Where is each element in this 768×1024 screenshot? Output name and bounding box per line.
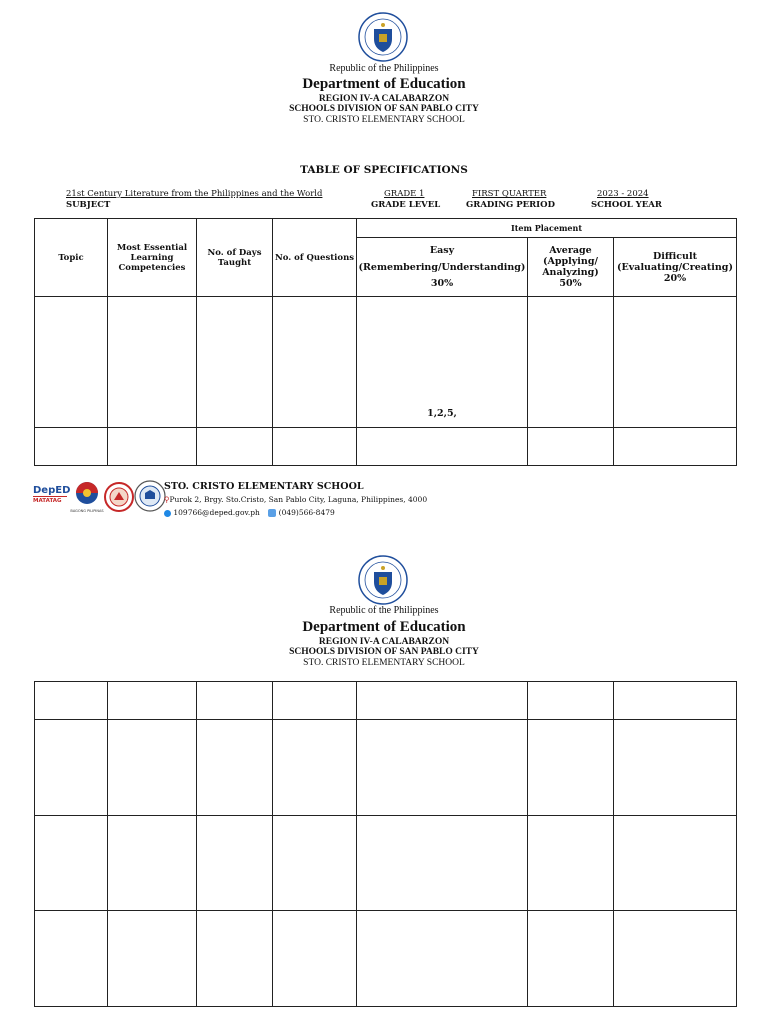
bagong-pilipinas-icon xyxy=(70,481,104,505)
easy-pct: 30% xyxy=(430,278,454,289)
table-cell xyxy=(614,816,737,911)
region-text: REGION IV-A CALABARZON xyxy=(318,94,450,104)
table-cell xyxy=(197,911,273,1007)
footer-email: 109766@deped.gov.ph xyxy=(173,508,260,517)
table-cell xyxy=(108,428,197,466)
table-cell xyxy=(197,816,273,911)
header-easy xyxy=(357,238,528,297)
bagong-logo-text: BAGONG PILIPINAS xyxy=(70,509,104,513)
footer-school-name: STO. CRISTO ELEMENTARY SCHOOL xyxy=(164,481,364,492)
specifications-table xyxy=(34,218,737,466)
table-cell xyxy=(357,816,528,911)
matatag-logo-text: MATATAG xyxy=(33,496,67,505)
header-item-placement: Item Placement xyxy=(357,219,737,238)
table-row xyxy=(35,682,737,720)
table-cell xyxy=(35,682,108,720)
table-row xyxy=(35,816,737,911)
footer-address-row xyxy=(164,495,427,504)
table-cell xyxy=(35,720,108,816)
table-cell xyxy=(357,911,528,1007)
table-cell xyxy=(614,911,737,1007)
table-cell xyxy=(35,297,108,428)
table-cell xyxy=(197,297,273,428)
period-label: GRADING PERIOD xyxy=(466,200,555,210)
specifications-table-continued xyxy=(34,681,737,1007)
table-cell xyxy=(528,297,614,428)
header-questions: No. of Questions xyxy=(273,219,357,297)
table-cell xyxy=(357,682,528,720)
bagong-pilipinas-logo xyxy=(70,481,104,513)
table-cell xyxy=(197,720,273,816)
average-desc: (Applying/ Analyzing) xyxy=(542,256,599,278)
table-cell xyxy=(273,428,357,466)
republic-text: Republic of the Philippines xyxy=(329,63,439,74)
deped-seal-icon xyxy=(358,555,408,605)
difficult-label: Difficult xyxy=(653,250,697,262)
table-cell xyxy=(35,816,108,911)
year-value: 2023 - 2024 xyxy=(597,189,649,199)
table-cell xyxy=(357,428,528,466)
header-average xyxy=(528,238,614,297)
header-days: No. of Days Taught xyxy=(197,219,273,297)
table-cell xyxy=(614,682,737,720)
phone-icon xyxy=(268,509,276,517)
table-cell xyxy=(528,816,614,911)
table-row xyxy=(35,911,737,1007)
school-text: STO. CRISTO ELEMENTARY SCHOOL xyxy=(303,115,465,125)
table-cell xyxy=(108,297,197,428)
table-row xyxy=(35,428,737,466)
department-title: Department of Education xyxy=(302,76,466,92)
table-cell xyxy=(108,720,197,816)
table-cell xyxy=(273,911,357,1007)
grade-label: GRADE LEVEL xyxy=(371,200,441,210)
footer-phone: (049)566-8479 xyxy=(278,508,335,517)
table-row xyxy=(35,297,737,428)
table-cell xyxy=(108,911,197,1007)
average-label: Average xyxy=(549,245,592,256)
table-cell xyxy=(108,816,197,911)
division-seal-icon xyxy=(104,482,134,512)
average-pct: 50% xyxy=(559,278,582,289)
footer-contact-row xyxy=(164,508,335,517)
difficult-desc: (Evaluating/Creating) xyxy=(617,261,733,273)
email-icon xyxy=(164,510,171,517)
deped-seal-icon xyxy=(358,12,408,62)
table-cell xyxy=(35,911,108,1007)
table-cell xyxy=(273,297,357,428)
department-title: Department of Education xyxy=(302,619,466,635)
footer-address: Purok 2, Brgy. Sto.Cristo, San Pablo City, Laguna, Philippines, 4000 xyxy=(169,495,428,504)
deped-matatag-logo xyxy=(33,485,71,511)
school-text: STO. CRISTO ELEMENTARY SCHOOL xyxy=(303,658,465,668)
period-value: FIRST QUARTER xyxy=(472,189,547,199)
year-label: SCHOOL YEAR xyxy=(591,200,662,210)
table-cell xyxy=(273,816,357,911)
table-cell xyxy=(528,428,614,466)
subject-label: SUBJECT xyxy=(66,200,111,210)
table-cell xyxy=(528,720,614,816)
table-cell xyxy=(35,428,108,466)
table-cell xyxy=(528,911,614,1007)
tos-title: TABLE OF SPECIFICATIONS xyxy=(300,164,468,176)
table-cell xyxy=(197,428,273,466)
row1-easy-cell: 1,2,5, xyxy=(357,297,528,428)
table-cell xyxy=(108,682,197,720)
header-melc: Most Essential Learning Competencies xyxy=(108,219,197,297)
subject-value: 21st Century Literature from the Philippines and the World xyxy=(66,189,323,199)
table-cell xyxy=(357,720,528,816)
division-text: SCHOOLS DIVISION OF SAN PABLO CITY xyxy=(289,647,479,657)
table-cell xyxy=(614,428,737,466)
school-seal-icon xyxy=(134,480,166,512)
header-topic: Topic xyxy=(35,219,108,297)
location-pin-icon: ⚲ xyxy=(164,495,170,504)
header-difficult xyxy=(614,238,737,297)
deped-logo-text: DepED xyxy=(33,485,71,496)
table-cell xyxy=(197,682,273,720)
grade-value: GRADE 1 xyxy=(384,189,425,199)
table-cell xyxy=(614,720,737,816)
easy-desc: (Remembering/Understanding) xyxy=(358,262,526,273)
table-cell xyxy=(614,297,737,428)
table-row xyxy=(35,720,737,816)
table-cell xyxy=(273,720,357,816)
republic-text: Republic of the Philippines xyxy=(329,605,439,616)
difficult-pct: 20% xyxy=(663,272,687,284)
region-text: REGION IV-A CALABARZON xyxy=(318,637,450,647)
table-cell xyxy=(528,682,614,720)
easy-label: Easy xyxy=(429,245,455,256)
table-cell xyxy=(273,682,357,720)
division-text: SCHOOLS DIVISION OF SAN PABLO CITY xyxy=(289,104,479,114)
